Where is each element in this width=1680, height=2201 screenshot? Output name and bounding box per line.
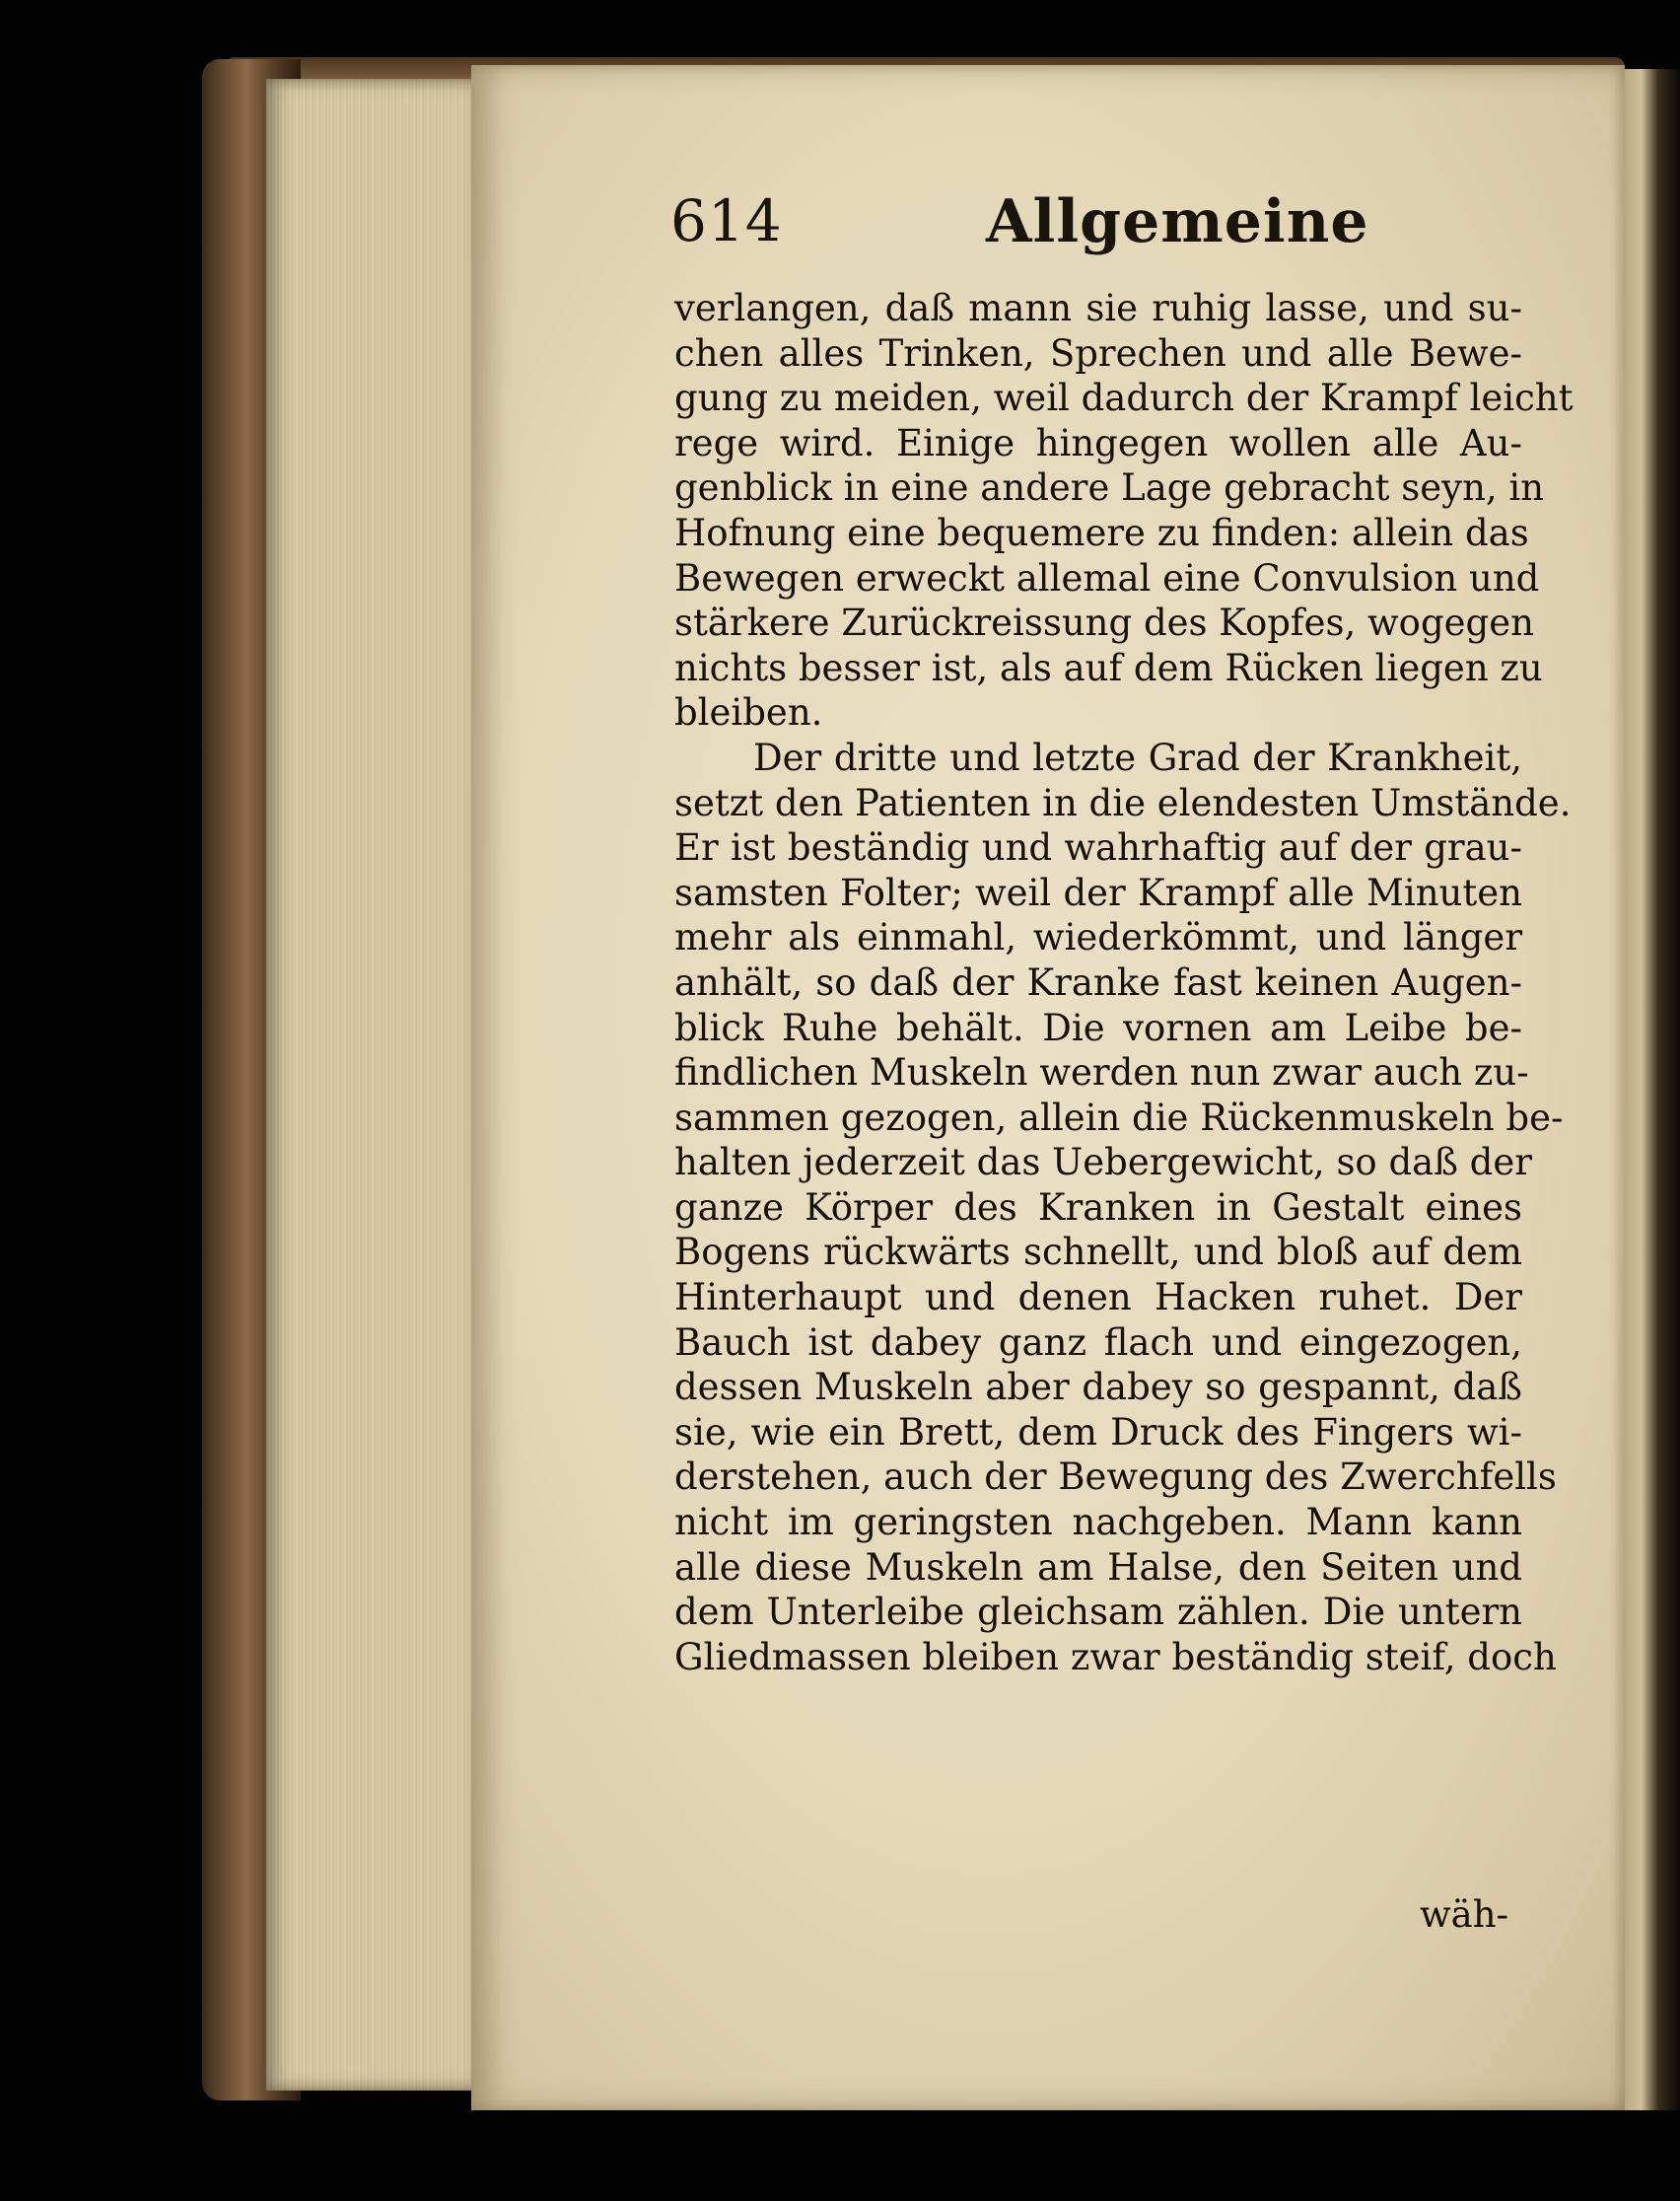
text-line: Er ist beständig und wahrhaftig auf der grau-	[674, 826, 1522, 870]
text-line: anhält, so daß der Kranke fast keinen Augen-	[674, 960, 1522, 1004]
text-line: ganze Körper des Kranken in Gestalt eines	[674, 1185, 1522, 1229]
text-line: sie, wie ein Brett, dem Druck des Fingers wi-	[674, 1410, 1522, 1454]
text-line: samsten Folter; weil der Krampf alle Minuten	[674, 871, 1522, 914]
text-line: nicht im geringsten nachgeben. Mann kann	[674, 1501, 1522, 1544]
next-page-edge	[1625, 69, 1680, 2110]
text-line: rege wird. Einige hingegen wollen alle Au-	[674, 421, 1522, 464]
text-line: halten jederzeit das Uebergewicht, so daß der	[674, 1141, 1532, 1184]
text-line: Bauch ist dabey ganz flach und eingezogen,	[674, 1320, 1522, 1364]
text-line: findlichen Muskeln werden nun zwar auch zu-	[674, 1051, 1529, 1095]
text-line: gung zu meiden, weil dadurch der Krampf leicht	[674, 377, 1574, 420]
text-line: Hofnung eine bequemere zu finden: allein das	[674, 511, 1529, 554]
catchword: wäh-	[1420, 1893, 1509, 1936]
body-text	[674, 286, 1574, 1679]
text-line: alle diese Muskeln am Halse, den Seiten und	[674, 1545, 1522, 1589]
text-line: dem Unterleibe gleichsam zählen. Die untern	[674, 1591, 1522, 1634]
page-edges-stack	[266, 79, 483, 2091]
text-line: bleiben.	[674, 691, 823, 735]
text-line: derstehen, auch der Bewegung des Zwerchfells	[674, 1456, 1557, 1499]
text-line: setzt den Patienten in die elendesten Umstände.	[674, 781, 1572, 824]
text-line: nichts besser ist, als auf dem Rücken liegen zu	[674, 646, 1543, 689]
text-line: sammen gezogen, allein die Rückenmuskeln be-	[674, 1096, 1564, 1139]
text-line: dessen Muskeln aber dabey so gespannt, daß	[674, 1366, 1522, 1409]
text-line: mehr als einmahl, wiederkömmt, und länger	[674, 916, 1522, 959]
page-number: 614	[670, 187, 783, 254]
text-line: Hinterhaupt und denen Hacken ruhet. Der	[674, 1276, 1522, 1319]
running-head: Allgemeine	[986, 187, 1369, 256]
text-line: verlangen, daß mann sie ruhig lasse, und su-	[674, 287, 1522, 329]
text-line: Gliedmassen bleiben zwar beständig steif, doch	[674, 1635, 1557, 1678]
text-line: stärkere Zurückreissung des Kopfes, wogegen	[674, 602, 1534, 645]
text-line: chen alles Trinken, Sprechen und alle Bewe-	[674, 331, 1522, 375]
page-header	[670, 187, 1528, 266]
text-line: Der dritte und letzte Grad der Krankheit,	[753, 736, 1522, 779]
text-line: Bewegen erweckt allemal eine Convulsion und	[674, 556, 1540, 600]
text-line: blick Ruhe behält. Die vornen am Leibe be-	[674, 1006, 1522, 1049]
text-line: Bogens rückwärts schnellt, und bloß auf dem	[674, 1231, 1522, 1274]
text-line: genblick in eine andere Lage gebracht seyn, in	[674, 466, 1545, 510]
